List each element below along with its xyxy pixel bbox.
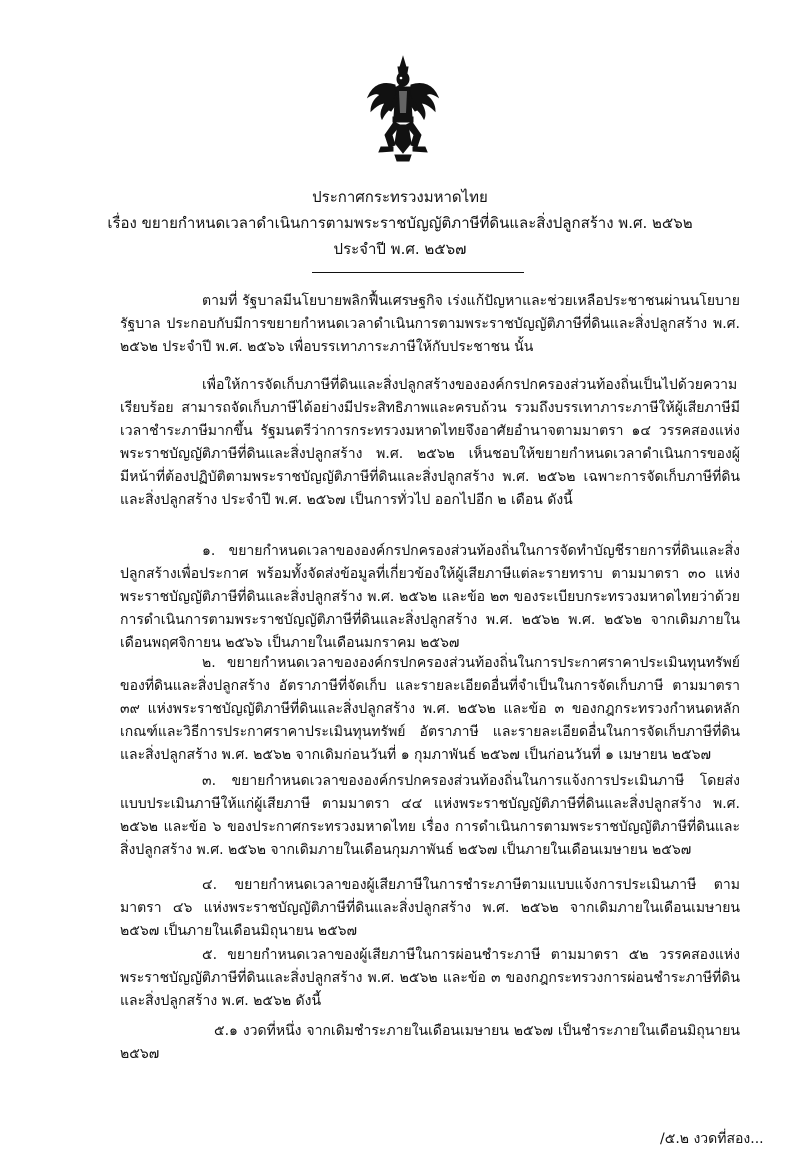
paragraph-item-1: ๑. ขยายกำหนดเวลาขององค์กรปกครองส่วนท้องถิ่นในการจัดทำบัญชีรายการที่ดินและสิ่งปลูกสร้างเพื่อประกาศ พร้อมทั้งจัดส่งข้อมูลที่เกี่ยวข้องให้ผู้เสียภาษีแต่ละรายทราบ ตามมาตรา ๓๐ แห่งพระราชบัญญัติภาษีที่ดินและสิ่งปลูกสร้าง พ.ศ. ๒๕๖๒ และข้อ ๒๓ ของระเบียบกระทรวงมหาดไทยว่าด้วยการดำเนินการตามพระราชบัญญัติภาษีที่ดินและสิ่งปลูกสร้าง พ.ศ. ๒๕๖๒ พ.ศ. ๒๕๖๒ จากเดิมภายในเดือนพฤศจิกายน ๒๕๖๖ เป็นภายในเดือนมกราคม ๒๕๖๗ xyxy=(120,543,740,651)
paragraph-item-4: ๔. ขยายกำหนดเวลาของผู้เสียภาษีในการชำระภาษีตามแบบแจ้งการประเมินภาษี ตามมาตรา ๔๖ แห่งพระราชบัญญัติภาษีที่ดินและสิ่งปลูกสร้าง พ.ศ. ๒๕๖๒ จากเดิมภายในเดือนเมษายน ๒๕๖๗ เป็นภายในเดือนมิถุนายน ๒๕๖๗ xyxy=(120,877,740,939)
paragraph-item-5: ๕. ขยายกำหนดเวลาของผู้เสียภาษีในการผ่อนชำระภาษี ตามมาตรา ๕๒ วรรคสองแห่งพระราชบัญญัติภาษีที่ดินและสิ่งปลูกสร้าง พ.ศ. ๒๕๖๒ และข้อ ๓ ของกฎกระทรวงการผ่อนชำระภาษีที่ดินและสิ่งปลูกสร้าง พ.ศ. ๒๕๖๒ ดังนี้ xyxy=(120,947,740,1009)
continuation-marker: /๕.๒ งวดที่สอง... xyxy=(660,1131,764,1147)
paragraph-authority: เพื่อให้การจัดเก็บภาษีที่ดินและสิ่งปลูกสร้างขององค์กรปกครองส่วนท้องถิ่นเป็นไปด้วยความเรียบร้อย สามารถจัดเก็บภาษีได้อย่างมีประสิทธิภาพและครบถ้วน รวมถึงบรรเทาภาระภาษีให้ผู้เสียภาษีมีเวลาชำระภาษีมากขึ้น รัฐมนตรีว่าการกระทรวงมหาดไทยจึงอาศัยอำนาจตามมาตรา ๑๔ วรรคสองแห่งพระราชบัญญัติภาษีที่ดินและสิ่งปลูกสร้าง พ.ศ. ๒๕๖๒ เห็นชอบให้ขยายกำหนดเวลาดำเนินการของผู้มีหน้าที่ต้องปฏิบัติตามพระราชบัญญัติภาษีที่ดินและสิ่งปลูกสร้าง พ.ศ. ๒๕๖๒ เฉพาะการจัดเก็บภาษีที่ดินและสิ่งปลูกสร้าง ประจำปี พ.ศ. ๒๕๖๗ เป็นการทั่วไป ออกไปอีก ๒ เดือน ดังนี้ xyxy=(120,377,740,508)
title-divider xyxy=(312,272,524,273)
announcement-year: ประจำปี พ.ศ. ๒๕๖๗ xyxy=(333,240,467,258)
announcement-title: ประกาศกระทรวงมหาดไทย xyxy=(312,188,488,206)
paragraph-item-5-1: ๕.๑ งวดที่หนึ่ง จากเดิมชำระภายในเดือนเมษายน ๒๕๖๗ เป็นชำระภายในเดือนมิถุนายน ๒๕๖๗ xyxy=(120,1023,740,1062)
garuda-emblem-icon xyxy=(365,55,441,165)
paragraph-item-3: ๓. ขยายกำหนดเวลาขององค์กรปกครองส่วนท้องถิ่นในการแจ้งการประเมินภาษี โดยส่งแบบประเมินภาษีให้แก่ผู้เสียภาษี ตามมาตรา ๔๔ แห่งพระราชบัญญัติภาษีที่ดินและสิ่งปลูกสร้าง พ.ศ. ๒๕๖๒ และข้อ ๖ ของประกาศกระทรวงมหาดไทย เรื่อง การดำเนินการตามพระราชบัญญัติภาษีที่ดินและสิ่งปลูกสร้าง พ.ศ. ๒๕๖๒ จากเดิมภายในเดือนกุมภาพันธ์ ๒๕๖๗ เป็นภายในเดือนเมษายน ๒๕๖๗ xyxy=(120,773,740,858)
announcement-subject: เรื่อง ขยายกำหนดเวลาดำเนินการตามพระราชบัญญัติภาษีที่ดินและสิ่งปลูกสร้าง พ.ศ. ๒๕๖๒ xyxy=(107,214,693,232)
paragraph-item-2: ๒. ขยายกำหนดเวลาขององค์กรปกครองส่วนท้องถิ่นในการประกาศราคาประเมินทุนทรัพย์ของที่ดินและสิ่งปลูกสร้าง อัตราภาษีที่จัดเก็บ และรายละเอียดอื่นที่จำเป็นในการจัดเก็บภาษี ตามมาตรา ๓๙ แห่งพระราชบัญญัติภาษีที่ดินและสิ่งปลูกสร้าง พ.ศ. ๒๕๖๒ และข้อ ๓ ของกฎกระทรวงกำหนดหลักเกณฑ์และวิธีการประกาศราคาประเมินทุนทรัพย์ อัตราภาษี และรายละเอียดอื่นในการจัดเก็บภาษีที่ดินและสิ่งปลูกสร้าง พ.ศ. ๒๕๖๒ จากเดิมก่อนวันที่ ๑ กุมภาพันธ์ ๒๕๖๗ เป็นก่อนวันที่ ๑ เมษายน ๒๕๖๗ xyxy=(120,655,740,763)
paragraph-background: ตามที่ รัฐบาลมีนโยบายพลิกฟื้นเศรษฐกิจ เร่งแก้ปัญหาและช่วยเหลือประชาชนผ่านนโยบายรัฐบาล ประกอบกับมีการขยายกำหนดเวลาดำเนินการตามพระราชบัญญัติภาษีที่ดินและสิ่งปลูกสร้าง พ.ศ. ๒๕๖๒ ประจำปี พ.ศ. ๒๕๖๖ เพื่อบรรเทาภาระภาษีให้กับประชาชน นั้น xyxy=(120,293,740,355)
